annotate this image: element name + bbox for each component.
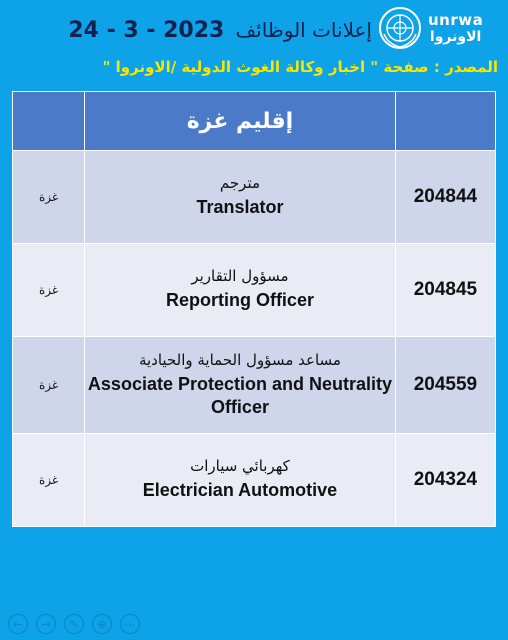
- table-row: [13, 151, 496, 244]
- job-location: غزة: [13, 434, 85, 527]
- job-location: غزة: [13, 151, 85, 244]
- job-title-cell: [85, 337, 396, 434]
- header-cell-location: [13, 92, 85, 151]
- job-location: غزة: [13, 337, 85, 434]
- job-title-en: Reporting Officer: [165, 290, 314, 311]
- job-title-ar: مساعد مسؤول الحماية والحيادية: [138, 350, 341, 369]
- logo-en: unrwa: [428, 10, 484, 29]
- job-number: 204324: [395, 434, 495, 527]
- unrwa-logo: [378, 4, 502, 52]
- job-title-en: Translator: [196, 197, 284, 218]
- job-location: غزة: [13, 244, 85, 337]
- source-line: المصدر : صفحة " اخبار وكالة الغوث الدولية /الاونروا ": [102, 58, 498, 76]
- job-title-cell: [85, 434, 396, 527]
- job-number: 204845: [395, 244, 495, 337]
- logo-ar: الاونروا: [429, 28, 482, 45]
- forward-icon[interactable]: →: [36, 614, 56, 634]
- job-title-cell: [85, 151, 396, 244]
- slideshow-controls: [8, 614, 140, 634]
- job-title-en: Associate Protection and Neutrality Officer: [87, 373, 392, 417]
- table-row: [13, 337, 496, 434]
- job-title-en: Electrician Automotive: [142, 480, 338, 501]
- back-icon[interactable]: ←: [8, 614, 28, 634]
- job-number: 204559: [395, 337, 495, 434]
- job-title-ar: مسؤول التقارير: [191, 267, 289, 286]
- table-row: [13, 244, 496, 337]
- jobs-table: [12, 91, 496, 527]
- job-title-ar: كهربائي سيارات: [190, 457, 290, 476]
- job-number: 204844: [395, 151, 495, 244]
- un-emblem-icon: [378, 6, 422, 50]
- announcement-date: 24 - 3 - 2023: [68, 18, 225, 43]
- logo-wordmark: [428, 10, 484, 45]
- menu-icon[interactable]: ⋯: [120, 614, 140, 634]
- job-title-cell: [85, 244, 396, 337]
- header-cell-number: [395, 92, 495, 151]
- pen-icon[interactable]: ✎: [64, 614, 84, 634]
- page-title: [12, 18, 372, 43]
- table-row: [13, 434, 496, 527]
- region-header: إقليم غزة: [85, 92, 396, 151]
- zoom-icon[interactable]: ⊕: [92, 614, 112, 634]
- job-title-ar: مترجم: [219, 174, 260, 193]
- table-header-row: [13, 92, 496, 151]
- title-ar: إعلانات الوظائف: [235, 18, 372, 42]
